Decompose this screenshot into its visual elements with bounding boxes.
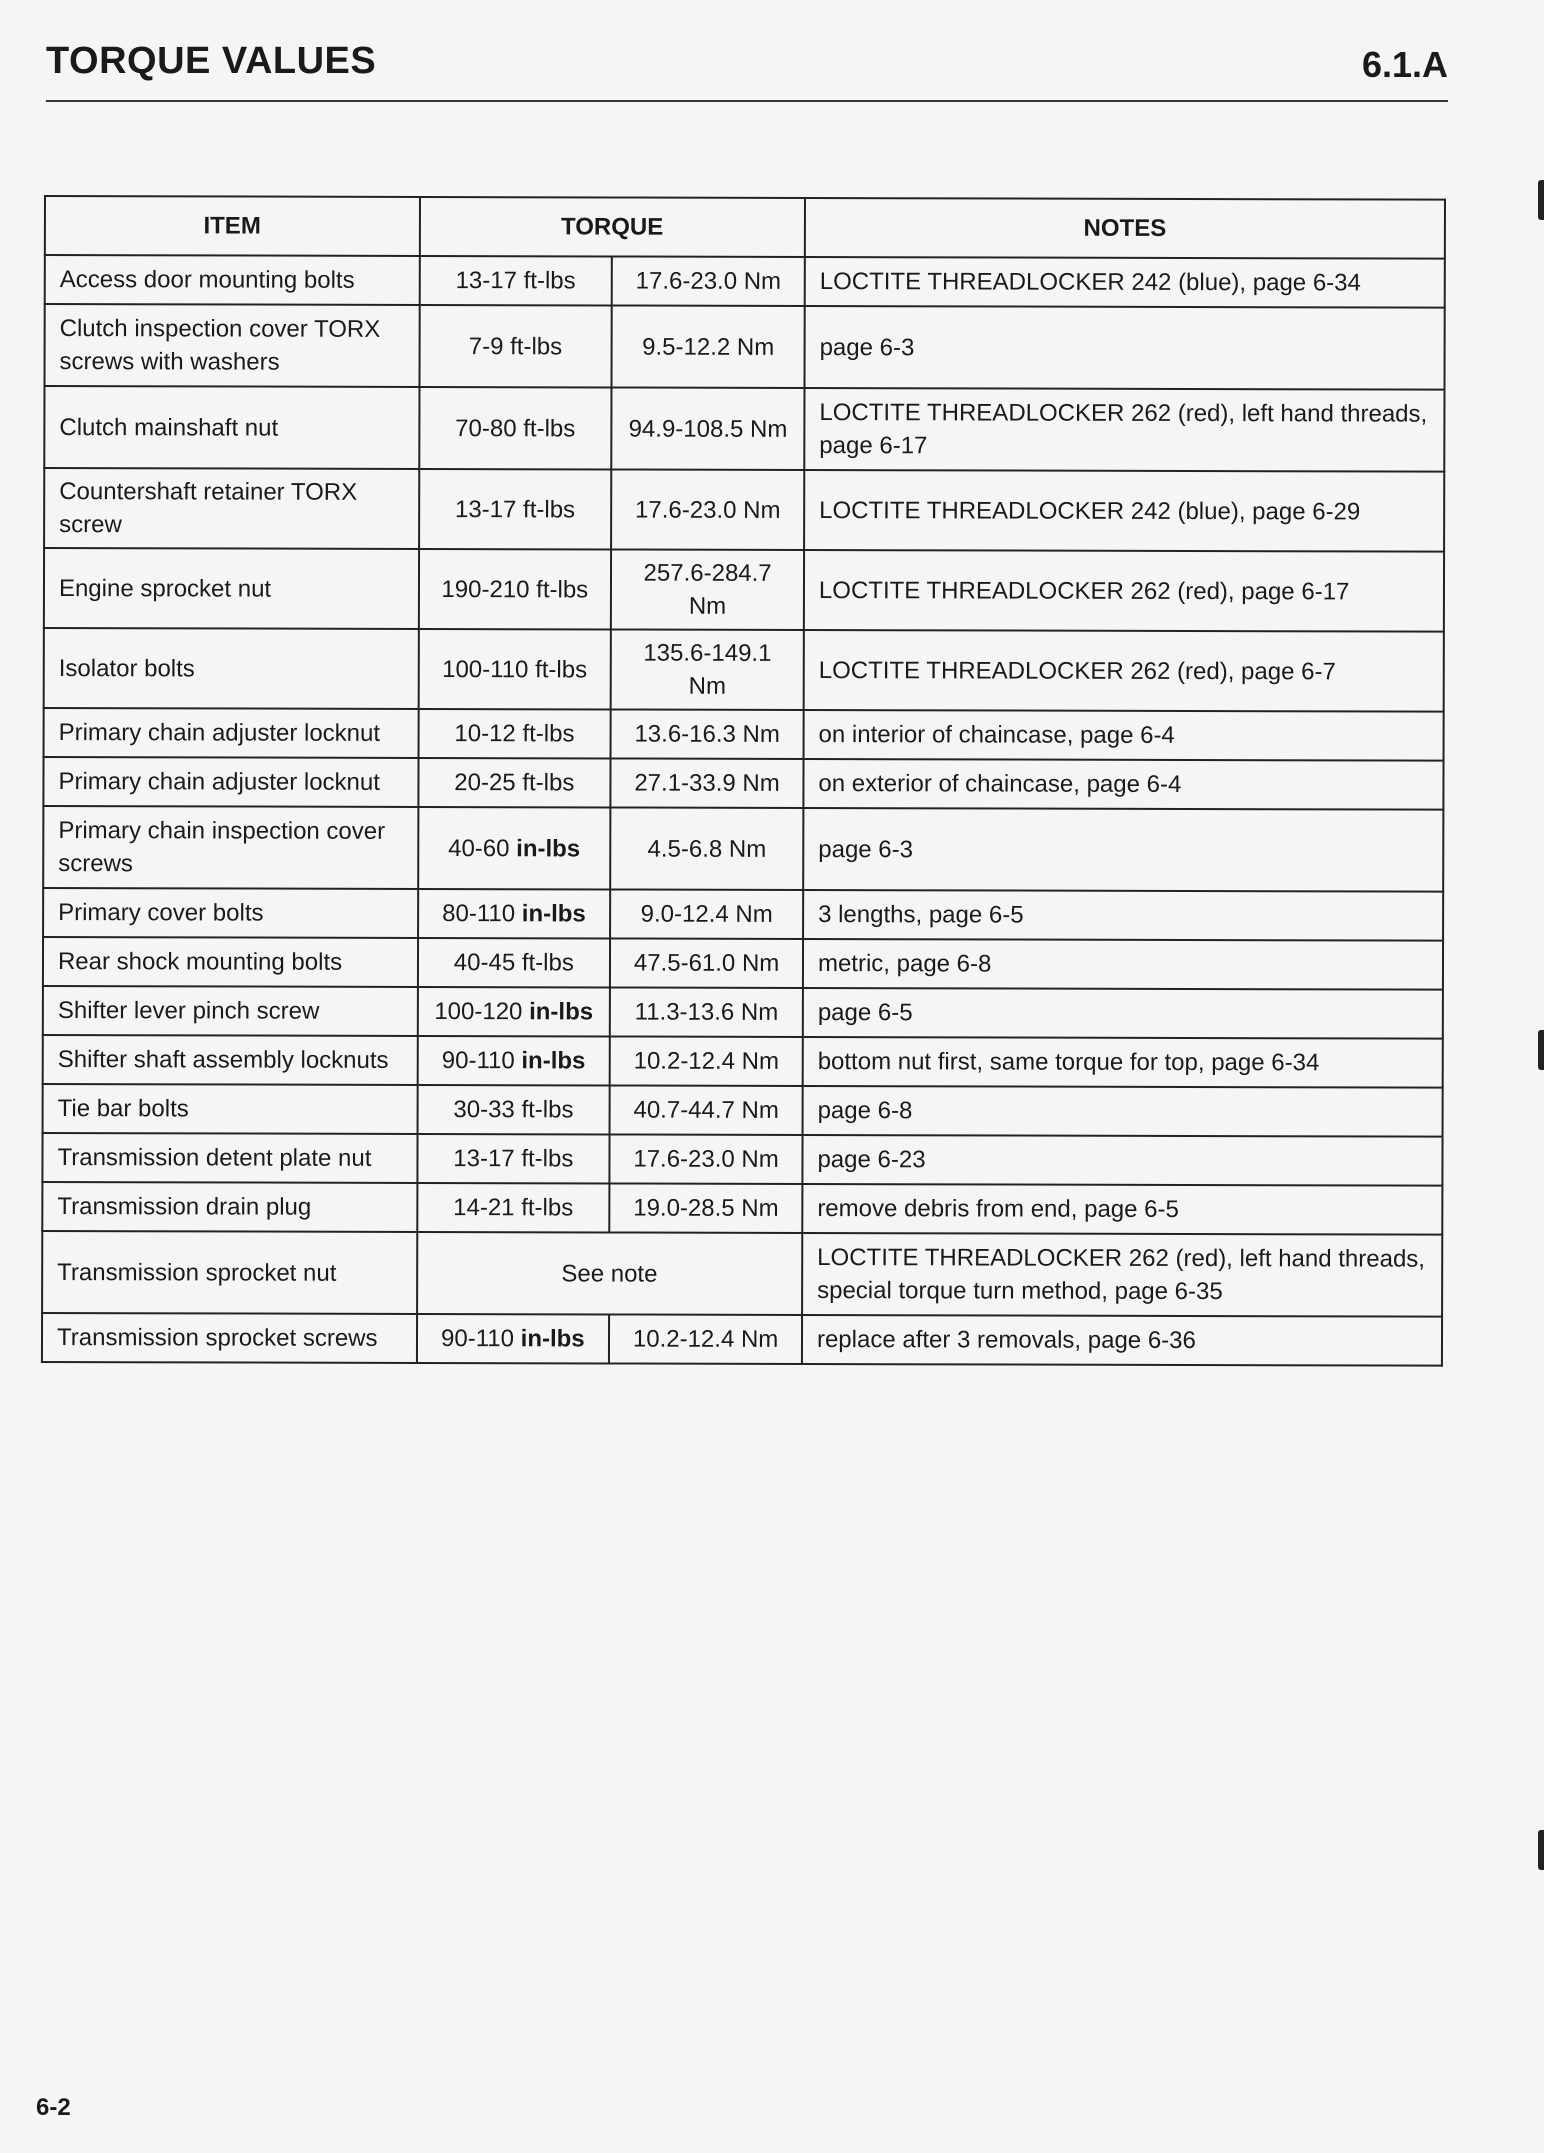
table-row [43,1035,1443,1088]
table-row [44,628,1444,712]
torque-imperial-unit: in-lbs [516,834,581,862]
notes-cell: LOCTITE THREADLOCKER 262 (red), left hand threads, special torque turn method, page 6-35 [802,1233,1442,1317]
table-row [44,304,1444,390]
torque-imperial-unit: ft-lbs [535,655,588,683]
table-row [43,806,1443,892]
table-row [44,548,1444,632]
table-row [42,1182,1442,1235]
header-divider [46,100,1448,102]
torque-metric-cell: 10.2-12.4 Nm [610,1036,803,1086]
table-body [42,255,1445,1366]
item-cell: Primary chain adjuster locknut [44,708,419,758]
torque-imperial-value: 20-25 [454,769,516,797]
torque-metric-cell: 13.6-16.3 Nm [611,709,804,759]
torque-imperial-value: 80-110 [442,900,516,928]
table-row [43,1084,1443,1137]
torque-imperial-unit: ft-lbs [522,720,575,748]
torque-imperial-cell [418,758,611,808]
notes-cell: page 6-8 [803,1086,1443,1137]
torque-imperial-value: 40-45 [453,949,516,977]
torque-metric-cell: 257.6-284.7 Nm [611,549,804,630]
torque-metric-cell: 17.6-23.0 Nm [612,256,805,306]
torque-imperial-unit: ft-lbs [523,414,576,442]
torque-imperial-cell [417,1085,610,1135]
torque-imperial-value: 90-110 [441,1047,515,1075]
torque-imperial-unit: ft-lbs [523,495,576,523]
table-row [45,255,1445,308]
torque-imperial-unit: ft-lbs [521,1145,574,1173]
torque-imperial-cell [418,889,611,939]
notes-cell: bottom nut first, same torque for top, page 6-34 [803,1037,1443,1088]
torque-metric-cell: 10.2-12.4 Nm [609,1314,802,1364]
torque-imperial-unit: in-lbs [521,900,586,928]
torque-imperial-cell [417,1134,610,1184]
torque-values-table [41,195,1446,1367]
item-cell: Tie bar bolts [43,1084,418,1134]
item-cell: Rear shock mounting bolts [43,937,418,987]
torque-imperial-unit: in-lbs [521,1047,586,1075]
torque-imperial-unit: ft-lbs [521,1096,574,1124]
notes-cell: page 6-3 [804,306,1444,390]
torque-metric-cell: 19.0-28.5 Nm [610,1183,803,1233]
table-header-row [45,196,1445,259]
item-cell: Clutch inspection cover TORX screws with washers [44,304,419,387]
torque-imperial-cell [419,305,612,388]
item-cell: Shifter shaft assembly locknuts [43,1035,418,1085]
torque-imperial-cell [419,469,612,550]
notes-cell: page 6-5 [803,988,1443,1039]
notes-cell: LOCTITE THREADLOCKER 262 (red), page 6-7 [804,630,1444,712]
torque-imperial-cell [419,387,612,470]
torque-imperial-value: 70-80 [455,414,517,442]
torque-metric-cell: 94.9-108.5 Nm [612,387,805,470]
torque-metric-cell: 135.6-149.1 Nm [611,629,804,710]
binding-hole-mark [1538,1030,1544,1070]
torque-imperial-value: 40-60 [448,834,510,862]
notes-cell: LOCTITE THREADLOCKER 242 (blue), page 6-29 [804,470,1444,552]
torque-imperial-unit: in-lbs [520,1325,585,1353]
item-cell: Transmission sprocket nut [42,1231,417,1314]
item-cell: Primary cover bolts [43,888,418,938]
torque-imperial-cell [417,987,610,1037]
column-header-item: ITEM [45,196,420,256]
notes-cell: on interior of chaincase, page 6-4 [804,710,1444,761]
item-cell: Isolator bolts [44,628,419,709]
torque-imperial-value: 14-21 [453,1194,515,1222]
torque-imperial-value: 13-17 [454,495,517,523]
torque-metric-cell: 9.5-12.2 Nm [612,305,805,388]
item-cell: Shifter lever pinch screw [43,986,418,1036]
binding-hole-mark [1538,180,1544,220]
torque-imperial-unit: ft-lbs [536,575,589,603]
table-row [42,1133,1442,1186]
item-cell: Transmission sprocket screws [42,1313,417,1363]
torque-imperial-value: 90-110 [441,1325,515,1353]
torque-imperial-value: 30-33 [453,1096,515,1124]
notes-cell: 3 lengths, page 6-5 [803,890,1443,941]
torque-imperial-cell [418,807,611,890]
torque-imperial-unit: ft-lbs [521,1194,574,1222]
table-row [43,986,1443,1039]
torque-metric-cell: 47.5-61.0 Nm [610,938,803,988]
table-row [44,468,1444,552]
notes-cell: metric, page 6-8 [803,939,1443,990]
notes-cell: remove debris from end, page 6-5 [802,1184,1442,1235]
page-title: TORQUE VALUES [46,40,377,82]
torque-imperial-cell [419,256,612,306]
table-row [42,1313,1442,1366]
notes-cell: page 6-23 [802,1135,1442,1186]
torque-imperial-value: 190-210 [441,575,530,603]
torque-imperial-value: 100-110 [442,655,529,683]
table-row [44,386,1444,472]
torque-metric-cell: 9.0-12.4 Nm [610,889,803,939]
torque-imperial-unit: ft-lbs [521,949,574,977]
torque-imperial-value: 10-12 [454,720,516,748]
table-row [44,708,1444,761]
item-cell: Primary chain adjuster locknut [43,757,418,807]
table-row [42,1231,1442,1317]
notes-cell: LOCTITE THREADLOCKER 242 (blue), page 6-34 [805,257,1445,308]
torque-metric-cell: 40.7-44.7 Nm [610,1085,803,1135]
torque-metric-cell: 17.6-23.0 Nm [610,1134,803,1184]
notes-cell: page 6-3 [803,808,1443,892]
torque-imperial-cell [417,1036,610,1086]
torque-imperial-cell [416,1314,609,1364]
torque-imperial-cell [417,1183,610,1233]
item-cell: Access door mounting bolts [45,255,420,305]
torque-imperial-unit: ft-lbs [522,769,575,797]
binding-hole-mark [1538,1830,1544,1870]
item-cell: Countershaft retainer TORX screw [44,468,419,549]
notes-cell: on exterior of chaincase, page 6-4 [803,759,1443,810]
column-header-torque: TORQUE [419,197,805,257]
table-row [43,757,1443,810]
torque-imperial-cell [417,938,610,988]
torque-imperial-value: 13-17 [455,267,518,295]
torque-see-note-cell: See note [417,1232,803,1315]
table-row [43,937,1443,990]
torque-metric-cell: 4.5-6.8 Nm [610,807,803,890]
table-row [43,888,1443,941]
notes-cell: replace after 3 removals, page 6-36 [802,1315,1442,1366]
item-cell: Transmission detent plate nut [42,1133,417,1183]
torque-imperial-value: 100-120 [434,998,523,1026]
torque-imperial-value: 13-17 [453,1145,515,1173]
section-number: 6.1.A [1361,44,1448,85]
torque-metric-cell: 17.6-23.0 Nm [611,469,804,550]
torque-imperial-value: 7-9 [468,332,504,360]
torque-metric-cell: 27.1-33.9 Nm [611,758,804,808]
torque-imperial-unit: in-lbs [529,998,594,1026]
torque-imperial-unit: ft-lbs [523,267,576,295]
column-header-notes: NOTES [805,198,1445,259]
torque-imperial-unit: ft-lbs [510,332,563,360]
torque-imperial-cell [418,709,611,759]
item-cell: Clutch mainshaft nut [44,386,419,469]
item-cell: Transmission drain plug [42,1182,417,1232]
page-number: 6-2 [36,2094,71,2121]
item-cell: Primary chain inspection cover screws [43,806,418,889]
notes-cell: LOCTITE THREADLOCKER 262 (red), page 6-17 [804,550,1444,632]
torque-imperial-cell [418,549,611,630]
torque-metric-cell: 11.3-13.6 Nm [610,987,803,1037]
torque-imperial-cell [418,629,611,710]
notes-cell: LOCTITE THREADLOCKER 262 (red), left hand threads, page 6-17 [804,388,1444,472]
item-cell: Engine sprocket nut [44,548,419,629]
